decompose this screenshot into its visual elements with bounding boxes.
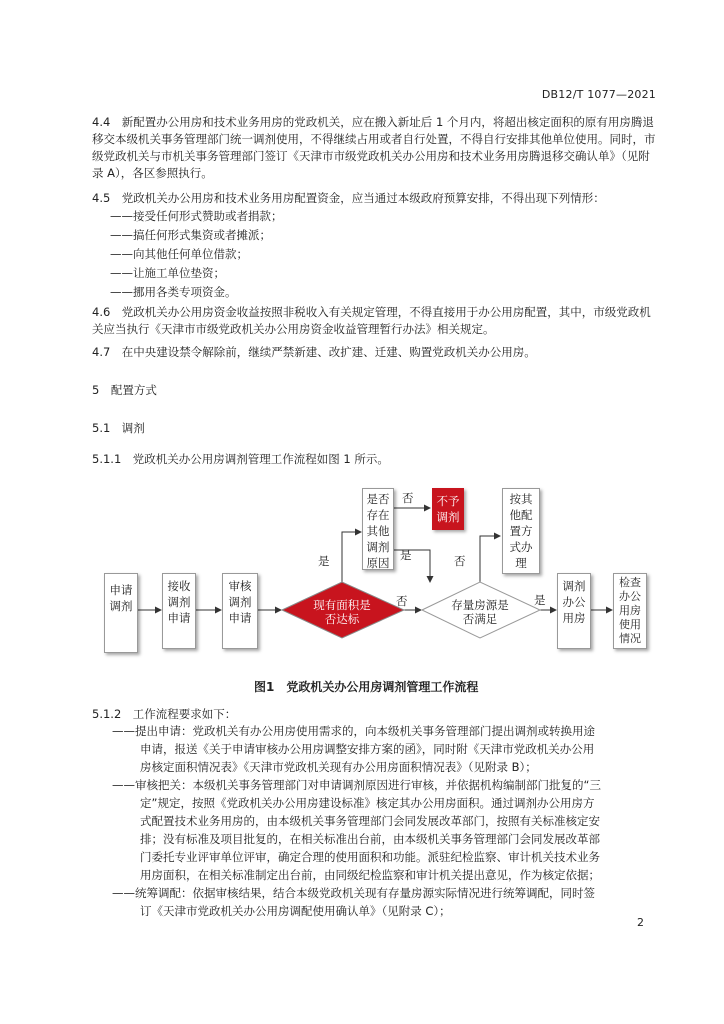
check-box [613, 573, 647, 649]
other-reason-box [362, 488, 394, 570]
section-5-1-title: 5.1 调剂 [92, 421, 145, 435]
paragraph-4-5-text: 4.5 党政机关办公用房和技术业务用房配置资金，应当通过本级政府预算安排，不得出现下列情形： [92, 191, 605, 205]
apply-label: 申请调剂 [109, 583, 133, 613]
dash-item: ——向其他任何单位借款； [110, 247, 248, 261]
review-box [222, 573, 258, 649]
yes-label-1: 是 [318, 554, 330, 568]
step-line: 房核定面积情况表》《天津市党政机关现有办公用房面积情况表》（见附录 B）； [140, 760, 537, 774]
dash-item: ——接受任何形式赞助或者捐款； [110, 209, 283, 223]
section-5-title: 5 配置方式 [92, 383, 157, 397]
dash-item: ——让施工单位垫资； [110, 266, 225, 280]
reject-label: 不予调剂 [436, 494, 460, 524]
step-line: ——统筹调配：依据审核结果，结合本级党政机关现有存量房源实际情况进行统筹调配，同时签 [112, 886, 595, 900]
other-way-box [502, 488, 540, 574]
review-label: 审核调剂申请 [228, 579, 252, 625]
paragraph-4-4-text: 4.4 新配置办公用房和技术业务用房的党政机关，应在搬入新址后 1 个月内，将超出核定面积的原有用房腾退移交本级机关事务管理部门统一调剂使用，不得继续占用或者自行处置，不得自行安排其他单位使用。同时，市级党政机关与市机关事务管理部门签订《天津市市级党政机关办公用房和技术业务用房腾退移交确认单》（见附录 A），各区参照执行。 [92, 115, 656, 180]
check-label: 检查办公用房使用情况 [619, 576, 641, 645]
yes-label-3: 是 [534, 593, 546, 607]
page-number: 2 [637, 916, 644, 929]
diamond1-label: 现有面积是否达标 [313, 598, 371, 626]
section-5-1-1-text: 5.1.1 党政机关办公用房调剂管理工作流程如图 1 所示。 [92, 452, 389, 466]
step-line: 用房面积，在相关标准制定出台前，由同级纪检监察和审计机关提出意见，作为核定依据； [140, 868, 600, 882]
step-line: 订《天津市党政机关办公用房调配使用确认单》（见附录 C）； [140, 904, 451, 918]
paragraph-4-6-text: 4.6 党政机关办公用房资金收益按照非税收入有关规定管理，不得直接用于办公用房配置，其中，市级党政机关应当执行《天津市市级党政机关办公用房资金收益管理暂行办法》相关规定。 [92, 305, 651, 336]
step-line: ——审核把关：本级机关事务管理部门对申请调剂原因进行审核，并依据机构编制部门批复的“三 [112, 778, 601, 792]
step-line: 式配置技术业务用房的，由本级机关事务管理部门会同发展改革部门，按照有关标准核定安 [140, 814, 600, 828]
dash-item: ——搞任何形式集资或者摊派； [110, 228, 271, 242]
step-line: 排；没有标准及项目批复的，在相关标准出台前，由本级机关事务管理部门会同发展改革部 [140, 832, 600, 846]
step-line: 申请，报送《关于申请审核办公用房调整安排方案的函》，同时附《天津市党政机关办公用 [140, 742, 595, 756]
paragraph-4-7-text: 4.7 在中央建设禁令解除前，继续严禁新建、改扩建、迁建、购置党政机关办公用房。 [92, 345, 536, 359]
figure-caption: 图1 党政机关办公用房调剂管理工作流程 [254, 680, 479, 694]
workflow-requirements [112, 722, 660, 920]
receive-box [162, 573, 196, 649]
no-label-2: 否 [396, 594, 408, 608]
reject-box [432, 488, 464, 530]
document-number: DB12/T 1077—2021 [541, 88, 656, 101]
step-line: ——提出申请：党政机关有办公用房使用需求的，向本级机关事务管理部门提出调剂或转换用途 [112, 724, 595, 738]
other-way-label: 按其他配置方式办理 [509, 492, 533, 570]
dash-item: ——挪用各类专项资金。 [110, 285, 237, 299]
step-line: 门委托专业评审单位评审，确定合理的使用面积和功能。派驻纪检监察、审计机关技术业务 [140, 850, 600, 864]
yes-label-2: 是 [400, 548, 412, 562]
apply-box [104, 573, 138, 653]
step-line: 定”规定，按照《党政机关办公用房建设标准》核定其办公用房面积。通过调剂办公用房方 [140, 796, 595, 810]
receive-label: 接收调剂申请 [167, 579, 191, 625]
other-reason-label: 是否存在其他调剂原因 [366, 492, 390, 570]
diamond2-label: 存量房源是否满足 [451, 598, 509, 626]
allocate-box [557, 573, 591, 649]
no-label-1: 否 [402, 491, 414, 505]
allocate-label: 调剂办公用房 [562, 579, 586, 625]
section-5-1-2-title: 5.1.2 工作流程要求如下： [92, 707, 237, 721]
no-label-3: 否 [454, 554, 466, 568]
